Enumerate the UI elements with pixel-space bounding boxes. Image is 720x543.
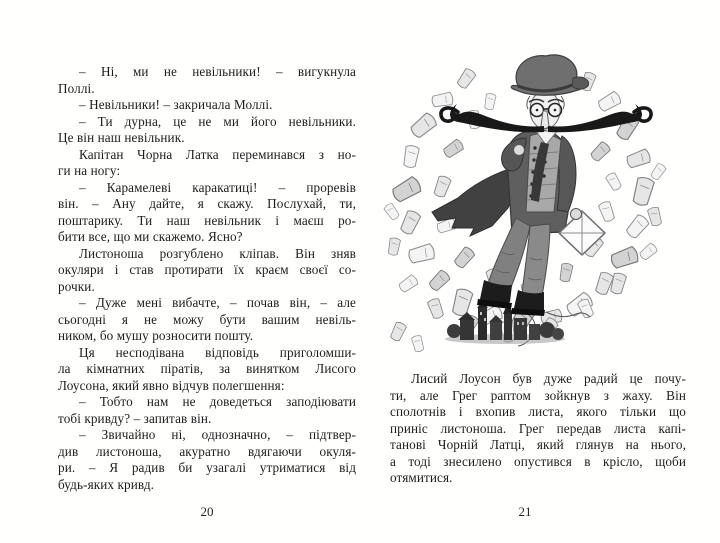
text-line: а тоді знесилено опустився в крісло, щоби — [390, 453, 686, 469]
right-page-text — [390, 371, 686, 487]
text-line: окуляри і став протирати їх краєм своєї со- — [58, 262, 356, 277]
cap — [511, 55, 588, 95]
text-line: сьогодні я не можу бути вашим невіль- — [58, 311, 356, 327]
text-line: танові Чорній Латці, який глянув на нього, — [390, 437, 686, 452]
text-line: – Невільники! – закричала Моллі. — [79, 97, 273, 112]
text-line: Лисий Лоусон був дуже радий це почу- — [411, 371, 686, 386]
text-line: – Ти дурна, це не ми його невільники. — [79, 113, 356, 129]
text-line: ником, бо мушу розносити пошту. — [58, 328, 254, 343]
text-line: ри. – Я радив би узагалі утриматися від — [58, 460, 356, 475]
text-line: Лоусона, який явно відчув полегшення: — [58, 377, 285, 393]
text-line: поштарику. Ти наш невільник і маєш ро- — [58, 212, 356, 228]
text-line: – Дуже мені вибачте, – почав він, – але — [79, 295, 356, 310]
left-page-text — [58, 64, 356, 493]
text-line: рочки. — [58, 278, 95, 294]
text-line: – Тобто нам не доведеться заподіювати — [79, 394, 356, 409]
text-line: див листоноша, акуратно вдягаючи окуля- — [58, 443, 356, 459]
text-line: отямитися. — [390, 470, 453, 485]
text-line: – Звичайно ні, однозначно, – підтвер- — [79, 427, 356, 442]
text-line: – Карамелеві каракатиці! – проревів — [79, 179, 356, 195]
text-line: – Ні, ми не невільники! – вигукнула — [79, 64, 356, 79]
postman-illustration — [378, 22, 670, 362]
text-line: Це він наш невільник. — [58, 130, 185, 145]
text-line: будь-яких кривд. — [58, 476, 155, 492]
text-line: ти, але Грег раптом зойкнув з жаху. Він — [390, 387, 686, 403]
text-line: Капітан Чорна Латка переминався з но- — [79, 146, 356, 162]
page-number-left: 20 — [200, 504, 214, 519]
text-line: бити все, що ми скажемо. Ясно? — [58, 229, 243, 244]
text-line: Поллі. — [58, 80, 95, 96]
page-number-right: 21 — [518, 504, 532, 519]
text-line: Листоноша розгублено кліпав. Він зняв — [79, 245, 356, 261]
text-line: він. – Ану дайте, я скажу. Послухай, ти, — [58, 196, 356, 211]
text-line: сполотнів і вхопив листа, якого тільки що — [390, 404, 686, 419]
text-line: ги на ногу: — [58, 163, 121, 178]
text-line: тобі кривду? – запитав він. — [58, 410, 212, 426]
text-line: ла кімнатних піратів, за винятком Лисого — [58, 361, 356, 376]
text-line: приніс листоноша. Грег передав листа капі- — [390, 420, 686, 436]
text-line: Ця несподівана відповідь приголомши- — [79, 344, 356, 360]
